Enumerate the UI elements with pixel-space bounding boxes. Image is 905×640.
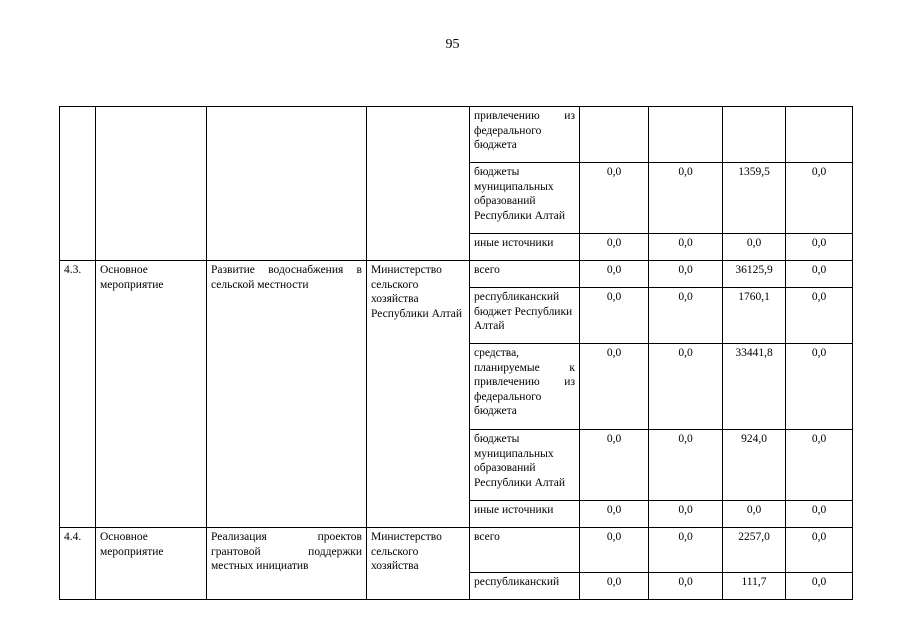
value-cell: 0,0 [786, 261, 853, 288]
value-cell: 0,0 [580, 261, 649, 288]
source-cell: республиканский [470, 573, 580, 600]
value-cell: 36125,9 [723, 261, 786, 288]
value-cell: 0,0 [580, 288, 649, 344]
value-cell: 0,0 [649, 344, 723, 430]
value-cell: 0,0 [580, 430, 649, 501]
executor-cell [367, 107, 470, 261]
value-cell: 2257,0 [723, 528, 786, 573]
source-cell: иные источники [470, 234, 580, 261]
value-cell: 0,0 [786, 528, 853, 573]
table-row [60, 261, 853, 288]
value-cell: 0,0 [580, 528, 649, 573]
source-cell: иные источники [470, 501, 580, 528]
value-cell [649, 107, 723, 163]
source-cell: всего [470, 528, 580, 573]
value-cell: 0,0 [723, 234, 786, 261]
source-cell: бюджеты муниципальных образований Республики Алтай [470, 163, 580, 234]
page-number: 95 [445, 37, 460, 52]
value-cell: 0,0 [649, 261, 723, 288]
type-cell [96, 107, 207, 261]
number-cell [60, 107, 96, 261]
value-cell: 0,0 [580, 501, 649, 528]
value-cell: 0,0 [580, 234, 649, 261]
source-cell: привлечению из федерального бюджета [470, 107, 580, 163]
measure-type: Основное мероприятие [96, 261, 207, 528]
value-cell: 924,0 [723, 430, 786, 501]
value-cell: 111,7 [723, 573, 786, 600]
value-cell: 1359,5 [723, 163, 786, 234]
measure-number: 4.4. [60, 528, 96, 600]
source-cell: средства, планируемые к привлечению из федерального бюджета [470, 344, 580, 430]
measure-title: Реализация проектов грантовой поддержки местных инициатив [207, 528, 367, 600]
value-cell: 0,0 [723, 501, 786, 528]
measure-type: Основное мероприятие [96, 528, 207, 600]
source-cell: всего [470, 261, 580, 288]
value-cell [786, 107, 853, 163]
value-cell: 0,0 [649, 528, 723, 573]
value-cell: 0,0 [786, 163, 853, 234]
table-row [60, 107, 853, 163]
value-cell: 0,0 [580, 344, 649, 430]
value-cell: 1760,1 [723, 288, 786, 344]
source-cell: республиканский бюджет Республики Алтай [470, 288, 580, 344]
measure-executor: Министерство сельского хозяйства [367, 528, 470, 600]
value-cell: 0,0 [649, 234, 723, 261]
value-cell: 0,0 [649, 163, 723, 234]
value-cell [723, 107, 786, 163]
measure-number: 4.3. [60, 261, 96, 528]
measure-title: Развитие водоснабжения в сельской местности [207, 261, 367, 528]
source-cell: бюджеты муниципальных образований Республики Алтай [470, 430, 580, 501]
value-cell: 0,0 [580, 573, 649, 600]
table-row [60, 528, 853, 573]
value-cell: 33441,8 [723, 344, 786, 430]
value-cell: 0,0 [786, 344, 853, 430]
budget-table [59, 106, 853, 600]
value-cell: 0,0 [786, 501, 853, 528]
measure-executor: Министерство сельского хозяйства Республики Алтай [367, 261, 470, 528]
value-cell: 0,0 [786, 573, 853, 600]
value-cell: 0,0 [649, 573, 723, 600]
value-cell: 0,0 [786, 288, 853, 344]
value-cell [580, 107, 649, 163]
value-cell: 0,0 [649, 501, 723, 528]
value-cell: 0,0 [580, 163, 649, 234]
value-cell: 0,0 [649, 430, 723, 501]
value-cell: 0,0 [649, 288, 723, 344]
value-cell: 0,0 [786, 234, 853, 261]
title-cell [207, 107, 367, 261]
value-cell: 0,0 [786, 430, 853, 501]
